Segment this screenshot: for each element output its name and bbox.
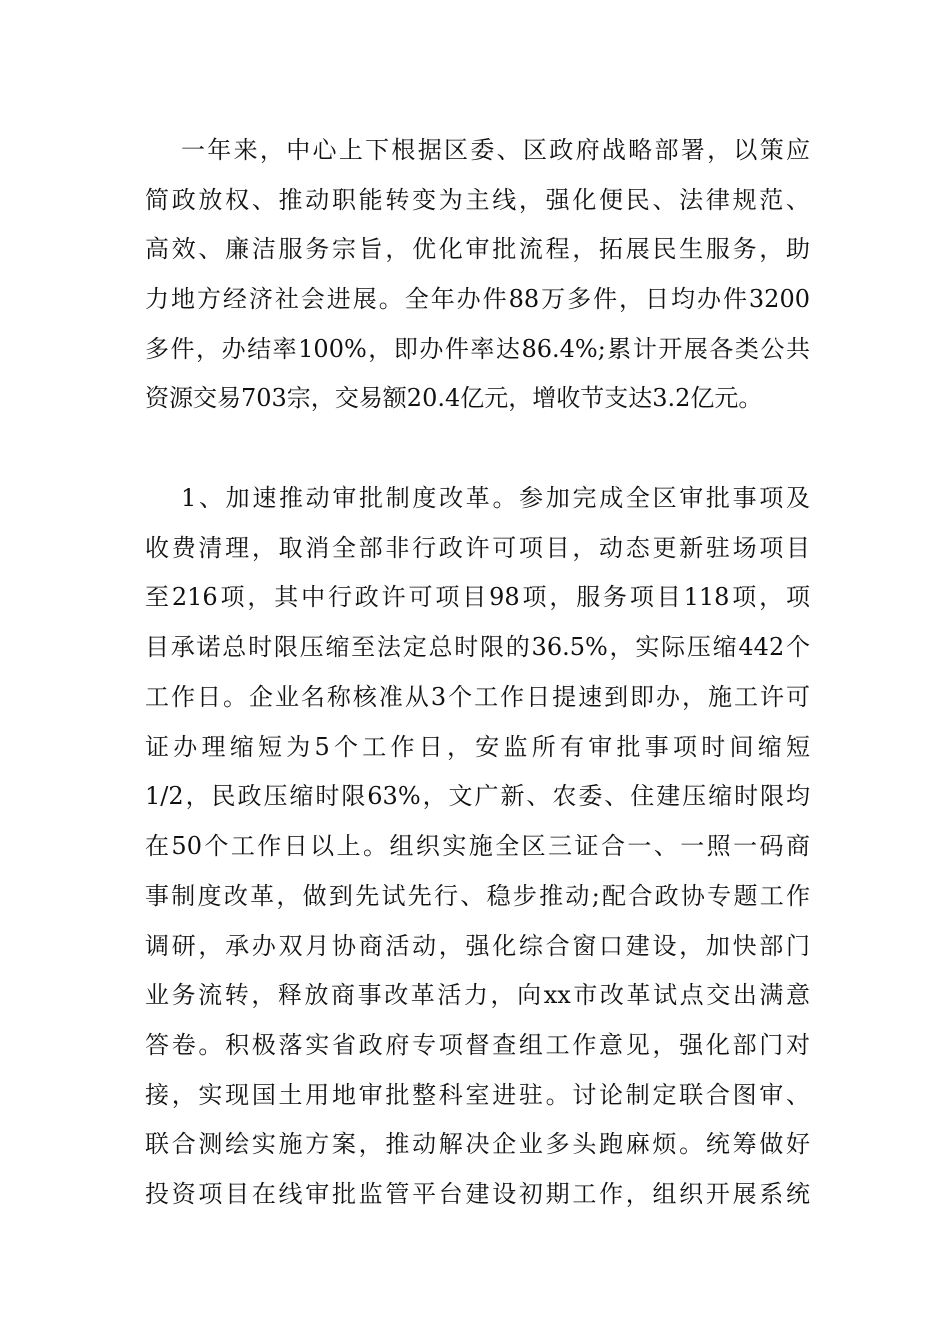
text-line: 高效、廉洁服务宗旨，优化审批流程，拓展民生服务，助 [145,235,810,263]
text-line: 业务流转，释放商事改革活力，向xx市改革试点交出满意 [145,981,810,1009]
text-line: 简政放权、推动职能转变为主线，强化便民、法律规范、 [145,186,810,214]
text-line: 至216项，其中行政许可项目98项，服务项目118项，项 [145,583,810,611]
text-line: 接，实现国土用地审批整科室进驻。讨论制定联合图审、 [145,1081,810,1109]
text-line: 力地方经济社会进展。全年办件88万多件，日均办件3200 [145,285,810,313]
text-line: 1、加速推动审批制度改革。参加完成全区审批事项及 [181,484,810,512]
text-line: 在50个工作日以上。组织实施全区三证合一、一照一码商 [145,832,810,860]
text-line: 联合测绘实施方案，推动解决企业多头跑麻烦。统筹做好 [145,1130,810,1158]
text-line: 资源交易703宗，交易额20.4亿元，增收节支达3.2亿元。 [145,384,763,412]
text-line: 调研，承办双月协商活动，强化综合窗口建设，加快部门 [145,932,810,960]
text-line: 多件，办结率100%，即办件率达86.4%;累计开展各类公共 [145,335,810,363]
text-line: 事制度改革，做到先试先行、稳步推动;配合政协专题工作 [145,882,810,910]
text-line: 收费清理，取消全部非行政许可项目，动态更新驻场项目 [145,534,810,562]
text-line: 目承诺总时限压缩至法定总时限的36.5%，实际压缩442个 [145,633,810,661]
text-line: 1/2，民政压缩时限63%，文广新、农委、住建压缩时限均 [145,782,810,810]
text-line: 投资项目在线审批监管平台建设初期工作，组织开展系统 [145,1180,810,1208]
text-line: 证办理缩短为5个工作日，安监所有审批事项时间缩短 [145,733,810,761]
text-line: 一年来，中心上下根据区委、区政府战略部署，以策应 [181,136,810,164]
text-line: 工作日。企业名称核准从3个工作日提速到即办，施工许可 [145,683,810,711]
text-line: 答卷。积极落实省政府专项督查组工作意见，强化部门对 [145,1031,810,1059]
